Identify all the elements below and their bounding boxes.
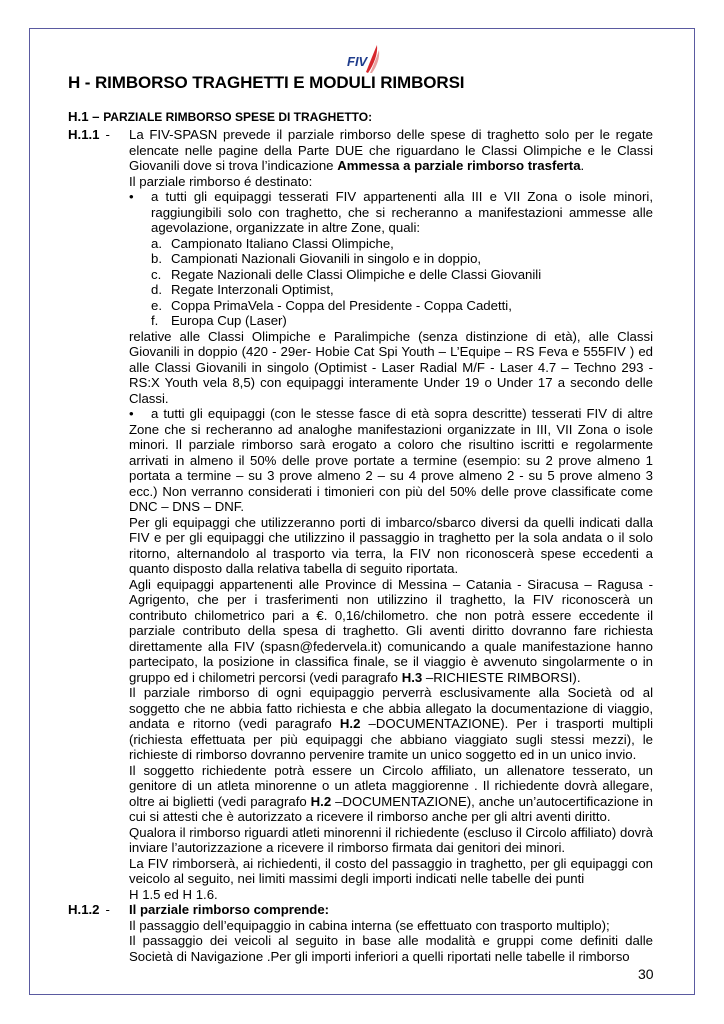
list-text: Campionati Nazionali Giovanili in singolo e in doppio, [171, 251, 482, 266]
list-item [151, 298, 653, 314]
section-prefix: H.1 – [68, 109, 104, 124]
fiv-logo [344, 42, 384, 76]
list-letter: d. [151, 282, 162, 297]
paragraph-h111 [68, 127, 653, 902]
text-block [129, 406, 653, 515]
text-span: –RICHIESTE RIMBORSI). [422, 669, 581, 685]
list-letter: a. [151, 235, 162, 251]
text-block: a tutti gli equipaggi tesserati FIV appartenenti alla III e VII Zona o isole minori, raggiungibili solo con traghetto, che si recheranno a manifestazioni ammesse alle agevolazione, organizzate in altre Zone, quali: [151, 189, 653, 235]
text-block: La FIV rimborserà, ai richiedenti, il costo del passaggio in traghetto, per gli equipaggi con veicolo al seguito, nei limiti massimi degli importi indicati nelle tabelle dei punti [129, 855, 653, 886]
text-block [129, 685, 653, 763]
list-item [151, 251, 653, 267]
list-letter: c. [151, 266, 162, 282]
text-span: . [580, 158, 585, 173]
list-text: Coppa PrimaVela - Coppa del Presidente - Coppa Cadetti, [171, 297, 512, 313]
section-title: PARZIALE RIMBORSO SPESE DI TRAGHETTO: [103, 110, 373, 124]
text-block [129, 577, 653, 686]
text-span: Agli equipaggi appartenenti alle Province di Messina – Catania - Siracusa – Ragusa - Agrigento, che per i trasferimenti non utilizzino il traghetto, la FIV riconoscerà un contributo chilometrico pari a €. 0,16/chilometro. che non potrà essere eccedente il parziale contributo della spesa di traghetto. Gli aventi diritto dovranno fare richiesta direttamente alla FIV (spasn@federvela.it) comunicando a quale manifestazione hanno partecipato, la posizione in classifica finale, se il viaggio è avvenuto singolarmente o in gruppo ed i chilometri percorsi (vedi paragrafo [129, 576, 653, 685]
bold-text: Ammessa a parziale rimborso trasferta [337, 158, 581, 173]
text-span: Il parziale rimborso di ogni equipaggio perverrà esclusivamente alla Società od al soggetto che ne abbia fatto richiesta e che abbia allegato la documentazione di viaggio, andata e ritorno (vedi paragrafo [129, 685, 653, 731]
text-block: Qualora il rimborso riguardi atleti minorenni il richiedente (escluso il Circolo affiliato) dovrà inviare l’autorizzazione a ricevere il rimborso firmata dai genitori dei minori. [129, 824, 653, 855]
text-span: –DOCUMENTAZIONE). Per i trasporti multipli (richiesta effettuata per più equipaggi che abbiano viaggiato sugli stessi mezzi), le richieste di rimborso dovranno pervenire tramite un unico soggetto ed in un unico invio. [129, 716, 654, 762]
list-letter: b. [151, 251, 162, 266]
text-span: –DOCUMENTAZIONE), anche un’autocertificazione in cui si attesti che è autorizzato a ricevere il rimborso anche per gli altri aventi diritto. [129, 793, 653, 824]
section-heading [68, 109, 372, 124]
paragraph-body [129, 127, 653, 902]
fiv-logo-text: FIV [347, 54, 368, 69]
list-item [151, 236, 653, 252]
bullet-icon: • [129, 406, 134, 421]
text-block: Il passaggio dell’equipaggio in cabina interna (se effettuato con trasporto multiplo); [129, 917, 610, 933]
bold-text: Il parziale rimborso comprende: [129, 902, 330, 917]
text-block [129, 127, 653, 174]
list-text: Regate Interzonali Optimist, [171, 282, 334, 297]
text-block: Per gli equipaggi che utilizzeranno porti di imbarco/sbarco diversi da quelli indicati dalla FIV e per gli equipaggi che utilizzino il passaggio in traghetto per la sola andata o il solo ritorno, alternandolo al trasporto via terra, la FIV non riconoscerà spese eccedenti a quanto disposto dalla relativa tabella di seguito riportata. [129, 514, 653, 576]
text-block: Il parziale rimborso é destinato: [129, 173, 313, 189]
text-span: Il soggetto richiedente potrà essere un Circolo affiliato, un allenatore tesserato, un genitore di un atleta minorenne o un atleta maggiorenne . Il richiedente dovrà allegare, oltre ai biglietti (vedi paragrafo [129, 762, 653, 809]
paragraph-body [129, 902, 653, 964]
list-letter: e. [151, 297, 162, 313]
paragraph-number-text: H.1.1 [68, 127, 100, 142]
text-block: relative alle Classi Olimpiche e Paralimpiche (senza distinzione di età), alle Classi Giovanili in doppio (420 - 29er- Hobie Cat Spi Youth – L’Equipe – RS Feva e 555FIV ) ed alle Classi Giovanili in singolo (Optimist - Laser Radial M/F - Laser 4.7 – Techno 293 - RS:X Youth vela 8,5) con equipaggi interamente Under 19 o Under 17 a secondo delle Classi. [129, 328, 653, 406]
paragraph-h112 [68, 902, 653, 964]
page-title: H - RIMBORSO TRAGHETTI E MODULI RIMBORSI [68, 73, 465, 92]
subheading [129, 902, 653, 918]
list-letter: f. [151, 313, 159, 328]
main-content [68, 127, 653, 964]
bullet-item [129, 189, 653, 236]
list-text: Campionato Italiano Classi Olimpiche, [171, 235, 394, 251]
paragraph-number [68, 127, 129, 902]
paragraph-dash: - [105, 127, 110, 142]
paragraph-number-text: H.1.2 [68, 902, 100, 917]
text-block: H 1.5 ed H 1.6. [129, 886, 218, 902]
text-block [129, 763, 653, 825]
list-item [151, 282, 653, 298]
list-item [151, 267, 653, 283]
bold-text: H.3 [401, 669, 423, 685]
list-text: Europa Cup (Laser) [171, 313, 287, 328]
list-item [151, 313, 653, 329]
paragraph-dash: - [105, 902, 110, 917]
list-text: Regate Nazionali delle Classi Olimpiche e delle Classi Giovanili [171, 266, 542, 282]
event-list [129, 236, 653, 329]
text-block: Il passaggio dei veicoli al seguito in base alle modalità e gruppi come definiti dalle Società di Navigazione .Per gli importi inferiori a quelli riportati nelle tabelle il rimborso [129, 933, 653, 964]
bold-text: H.2 [339, 716, 361, 731]
page-number: 30 [638, 966, 654, 982]
bold-text: H.2 [310, 793, 332, 809]
text-span: a tutti gli equipaggi (con le stesse fasce di età sopra descritte) tesserati FIV di altre Zone che si recheranno ad analoghe manifestazioni organizzate in III, VII Zona o isole minori. Il parziale rimborso sarà erogato a coloro che risultino iscritti e regolarmente arrivati in almeno il 50% delle prove portate a termine (esempio: su 2 prove almeno 1 portata a termine – su 3 prove almeno 2 – su 4 prove almeno 2 - su 5 prove almeno 3 ecc.) Non verranno considerati i timonieri con più del 50% delle prove classificate come DNC – DNS – DNF. [129, 406, 653, 514]
paragraph-number [68, 902, 129, 964]
bullet-icon: • [129, 189, 134, 204]
text-span: La FIV-SPASN prevede il parziale rimborso delle spese di traghetto solo per le regate elencate nelle pagine della Parte DUE che riguardano le Classi Olimpiche e le Classi Giovanili dove si trova l’indicazione [129, 127, 653, 173]
